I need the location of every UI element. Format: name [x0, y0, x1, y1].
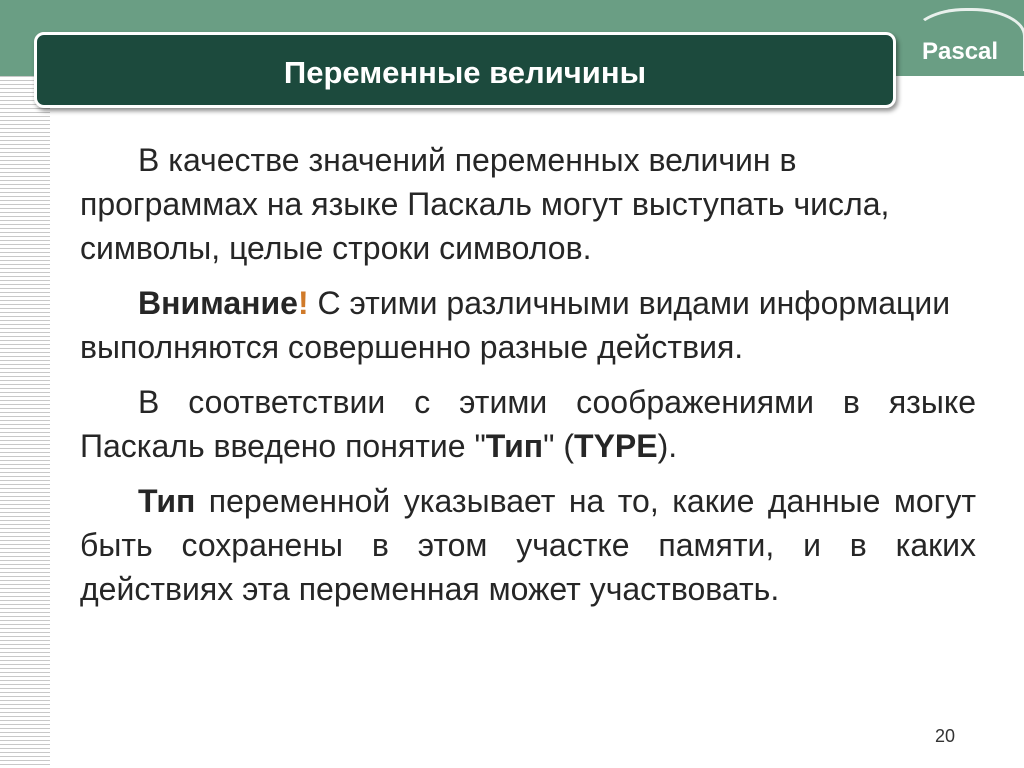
type-concept-text-1: В соответствии с этими соображениями в языке Паскаль введено понятие " [80, 384, 976, 464]
paragraph-values-text: В качестве значений переменных величин в программах на языке Паскаль могут выступать числа, символы, целые строки символов. [80, 142, 890, 266]
type-meaning-label: Тип [138, 483, 196, 519]
slide-body [80, 138, 976, 622]
type-concept-text-2: " ( [543, 428, 575, 464]
left-stripes-decoration [0, 76, 50, 768]
paragraph-values [80, 138, 976, 270]
slide-title: Переменные величины [283, 55, 647, 90]
title-bar [34, 32, 896, 108]
type-meaning-text: переменной указывает на то, какие данные могут быть сохранены в этом участке памяти, и в каких действиях эта переменная может участвовать. [80, 483, 976, 607]
paragraph-type-concept [80, 380, 976, 468]
attention-label: Внимание [138, 285, 298, 321]
paragraph-attention [80, 281, 976, 369]
type-concept-text-3: ). [657, 428, 678, 464]
attention-text: С этими различными видами информации выполняются совершенно разные действия. [80, 285, 951, 365]
attention-exclaim: ! [297, 285, 309, 321]
pascal-logo: Pascal [922, 38, 999, 65]
page-number: 20 [935, 726, 956, 746]
paragraph-type-meaning [80, 479, 976, 611]
type-term-en: TYPE [574, 428, 658, 464]
type-term-ru: Тип [485, 428, 544, 464]
